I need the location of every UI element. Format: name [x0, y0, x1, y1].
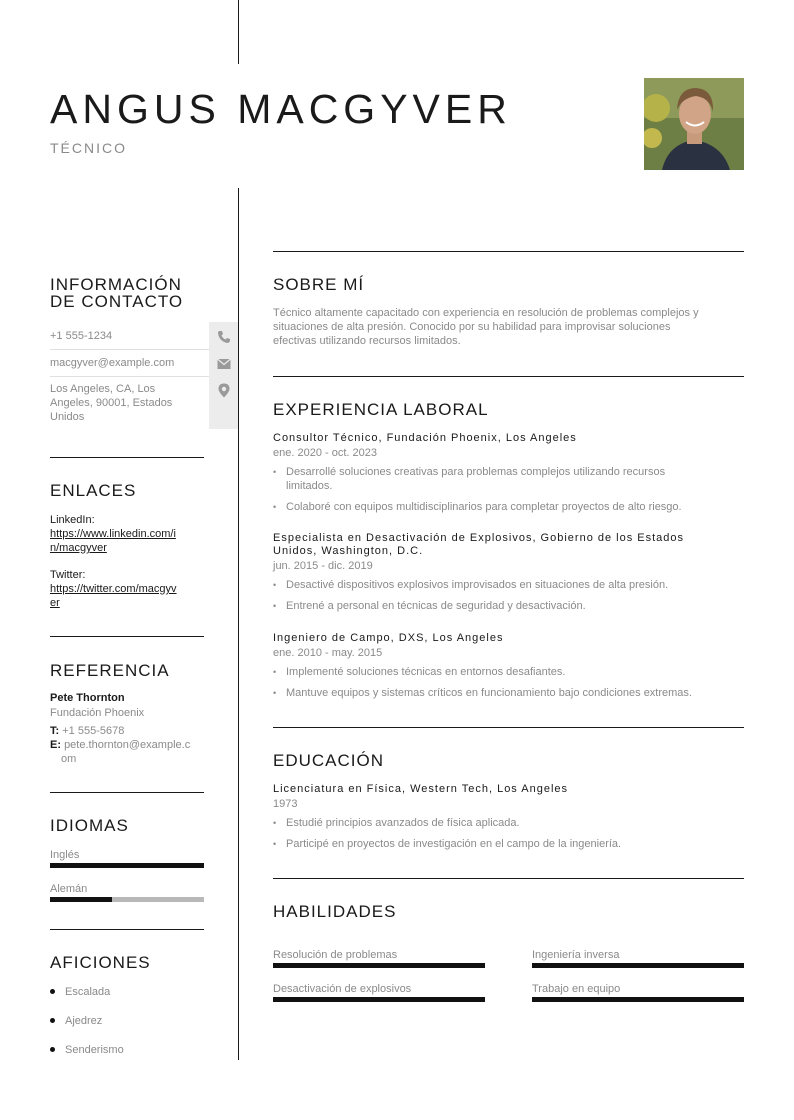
- skill-level-bar: [532, 963, 744, 968]
- contact-heading-line1: INFORMACIÓN: [50, 275, 182, 294]
- hobby-item: Senderismo: [65, 1044, 124, 1056]
- job-bullet: • Mantuve equipos y sistemas críticos en funcionamiento bajo condiciones extremas.: [273, 686, 733, 700]
- skill-level-fill: [532, 963, 744, 968]
- about-line: Técnico altamente capacitado con experiencia en resolución de problemas complejos y: [273, 307, 699, 319]
- language-level-fill: [50, 897, 112, 902]
- section-divider: [50, 457, 204, 458]
- skill-level-fill: [273, 997, 485, 1002]
- about-line: efectivas utilizando recursos limitados.: [273, 335, 461, 347]
- language-level-fill: [50, 863, 204, 868]
- hobby-item: Escalada: [65, 986, 111, 998]
- candidate-name: ANGUS MACGYVER: [50, 86, 512, 132]
- address-line: Unidos: [50, 411, 85, 423]
- twitter-url-line1[interactable]: https://twitter.com/macgyv: [50, 583, 177, 595]
- reference-phone-label: T:: [50, 725, 60, 737]
- reference-phone-row: [50, 724, 124, 738]
- linkedin-url-line1[interactable]: https://www.linkedin.com/i: [50, 528, 176, 540]
- contact-phone: +1 555-1234: [50, 330, 113, 342]
- education-bullet: • Estudié principios avanzados de física aplicada.: [273, 816, 733, 830]
- section-divider: [273, 376, 744, 377]
- skill-level-bar: [273, 963, 485, 968]
- contact-separator: [50, 376, 210, 377]
- contact-email: macgyver@example.com: [50, 357, 175, 369]
- linkedin-url-line2[interactable]: n/macgyver: [50, 542, 107, 554]
- education-heading: EDUCACIÓN: [273, 751, 385, 770]
- section-divider: [50, 792, 204, 793]
- twitter-link[interactable]: [50, 582, 210, 610]
- job-title: Consultor Técnico, Fundación Phoenix, Los Angeles: [273, 432, 577, 444]
- job-title-line: Especialista en Desactivación de Explosivos, Gobierno de los Estados: [273, 532, 685, 544]
- skill-level-fill: [532, 997, 744, 1002]
- contact-heading-line2: DE CONTACTO: [50, 292, 184, 311]
- job-title-line: Unidos, Washington, D.C.: [273, 545, 424, 557]
- language-name: Alemán: [50, 883, 88, 895]
- contact-icon-strip: [209, 322, 238, 429]
- bullet-dot: [50, 1047, 55, 1052]
- education-title: Licenciatura en Física, Western Tech, Los Angeles: [273, 783, 569, 795]
- job-bullet: • Desactivé dispositivos explosivos improvisados en situaciones de alta presión.: [273, 578, 733, 592]
- section-divider: [273, 727, 744, 728]
- job-bullet: • Desarrollé soluciones creativas para problemas complejos utilizando recursos limitados.: [273, 465, 713, 493]
- section-divider: [273, 251, 744, 252]
- experience-heading: EXPERIENCIA LABORAL: [273, 400, 489, 419]
- reference-company: Fundación Phoenix: [50, 707, 145, 719]
- contact-address: [50, 382, 210, 424]
- bullet-dot: [50, 989, 55, 994]
- hobby-item: Ajedrez: [65, 1015, 103, 1027]
- reference-email-line2: om: [61, 753, 77, 765]
- skills-heading: HABILIDADES: [273, 902, 397, 921]
- job-dates: ene. 2020 - oct. 2023: [273, 447, 377, 459]
- mail-icon: [217, 358, 231, 370]
- skill-name: Desactivación de explosivos: [273, 983, 412, 995]
- reference-heading: REFERENCIA: [50, 661, 170, 680]
- contact-heading: [50, 276, 183, 310]
- twitter-label: Twitter:: [50, 569, 86, 581]
- job-dates: ene. 2010 - may. 2015: [273, 647, 383, 659]
- job-bullet: • Implementé soluciones técnicas en entornos desafiantes.: [273, 665, 733, 679]
- location-pin-icon: [217, 383, 231, 398]
- twitter-url-line2[interactable]: er: [50, 597, 60, 609]
- job-title: [273, 532, 743, 558]
- skill-level-bar: [273, 997, 485, 1002]
- skill-name: Resolución de problemas: [273, 949, 398, 961]
- reference-name: Pete Thornton: [50, 692, 125, 704]
- column-divider-line: [238, 188, 239, 1060]
- address-line: Angeles, 90001, Estados: [50, 397, 173, 409]
- language-level-bar: [50, 897, 204, 902]
- links-heading: ENLACES: [50, 481, 137, 500]
- skill-name: Trabajo en equipo: [532, 983, 621, 995]
- job-dates: jun. 2015 - dic. 2019: [273, 560, 373, 572]
- reference-email-row: [50, 738, 210, 766]
- contact-separator: [50, 349, 210, 350]
- section-divider: [273, 878, 744, 879]
- language-name: Inglés: [50, 849, 80, 861]
- linkedin-link[interactable]: [50, 527, 210, 555]
- reference-phone: +1 555-5678: [62, 725, 125, 737]
- education-year: 1973: [273, 798, 298, 810]
- job-bullet: • Entrené a personal en técnicas de seguridad y desactivación.: [273, 599, 733, 613]
- section-divider: [50, 636, 204, 637]
- candidate-role: TÉCNICO: [50, 140, 127, 156]
- skill-name: Ingeniería inversa: [532, 949, 620, 961]
- skill-level-fill: [273, 963, 485, 968]
- education-bullet: • Participé en proyectos de investigación en el campo de la ingeniería.: [273, 837, 733, 851]
- skill-level-bar: [532, 997, 744, 1002]
- about-heading: SOBRE MÍ: [273, 275, 365, 294]
- section-divider: [50, 929, 204, 930]
- language-level-bar: [50, 863, 204, 868]
- about-line: situaciones de alta presión. Conocido por su habilidad para improvisar soluciones: [273, 321, 671, 333]
- phone-icon: [217, 330, 231, 344]
- address-line: Los Angeles, CA, Los: [50, 383, 156, 395]
- reference-email-label: E:: [50, 739, 61, 751]
- reference-email-line1: pete.thornton@example.c: [64, 739, 191, 751]
- hobbies-heading: AFICIONES: [50, 953, 151, 972]
- linkedin-label: LinkedIn:: [50, 514, 95, 526]
- job-bullet: • Colaboré con equipos multidisciplinarios para completar proyectos de alto riesgo.: [273, 500, 733, 514]
- profile-photo: [644, 78, 744, 170]
- about-text: [273, 306, 743, 348]
- bullet-dot: [50, 1018, 55, 1023]
- job-title: Ingeniero de Campo, DXS, Los Angeles: [273, 632, 504, 644]
- languages-heading: IDIOMAS: [50, 816, 129, 835]
- header-divider-line: [238, 0, 239, 64]
